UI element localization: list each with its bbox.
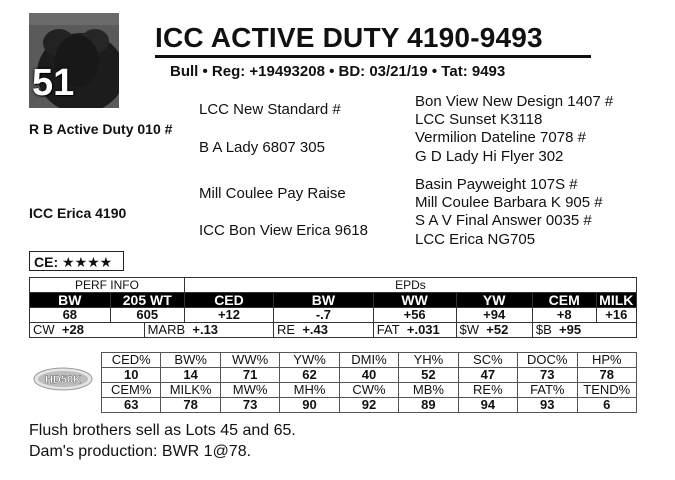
epd-extra-b-index: $B +95 [532,323,636,338]
epd-value-bw: -.7 [274,308,374,323]
hd-value-yh: 52 [399,368,458,383]
hd-header-fat: FAT% [518,383,577,398]
hd-value-mw: 73 [220,398,279,413]
calving-ease-box [29,251,124,271]
epd-header-milk: MILK [596,293,636,308]
epd-value-cem: +8 [532,308,596,323]
hd-value-cem: 63 [102,398,161,413]
perf-value-bw: 68 [30,308,111,323]
hd-value-ww: 71 [220,368,279,383]
hd-header-milk: MILK% [161,383,220,398]
epd-header-yw: YW [456,293,532,308]
hd50k-row1-values [102,368,637,383]
pedigree-sire-sire: LCC New Standard # [199,101,341,118]
hd-header-mh: MH% [280,383,339,398]
hd-value-re: 94 [458,398,517,413]
pedigree-sire: R B Active Duty 010 # [29,121,173,137]
pedigree-dam-sire: Mill Coulee Pay Raise [199,185,346,202]
hd50k-logo [33,367,93,391]
hd50k-table [101,352,637,413]
hd-value-mb: 89 [399,398,458,413]
hd-header-re: RE% [458,383,517,398]
pedigree-dd-sire: S A V Final Answer 0035 # [415,212,592,229]
hd-header-cw: CW% [339,383,398,398]
epd-value-ced: +12 [184,308,273,323]
hd-value-sc: 47 [458,368,517,383]
hd-header-doc: DOC% [518,353,577,368]
pedigree-ss-dam: LCC Sunset K3118 [415,111,543,128]
hd-header-tend: TEND% [577,383,637,398]
hd-value-cw: 92 [339,398,398,413]
epd-extra-cw: CW +28 [30,323,145,338]
hd50k-row2-values [102,398,637,413]
note-flush-brothers: Flush brothers sell as Lots 45 and 65. [29,422,296,439]
epd-extra-marb: MARB +.13 [144,323,273,338]
hd50k-row2-headers [102,383,637,398]
hd-value-doc: 73 [518,368,577,383]
pedigree-dam-dam: ICC Bon View Erica 9618 [199,222,368,239]
pedigree-sd-dam: G D Lady Hi Flyer 302 [415,148,564,165]
epd-header-ced: CED [184,293,273,308]
hd-header-bw: BW% [161,353,220,368]
registration-line: Bull • Reg: +19493208 • BD: 03/21/19 • Tat: 9493 [170,63,506,80]
hd-value-mh: 90 [280,398,339,413]
perf-header-bw: BW [30,293,111,308]
perf-info-header: PERF INFO [30,278,185,293]
hd-header-cem: CEM% [102,383,161,398]
hd-header-yh: YH% [399,353,458,368]
hd50k-row1-headers [102,353,637,368]
hd-header-hp: HP% [577,353,637,368]
title-underline [155,55,591,58]
hd-header-mb: MB% [399,383,458,398]
hd-value-bw: 14 [161,368,220,383]
svg-text:HD50K: HD50K [44,374,82,386]
pedigree-dam: ICC Erica 4190 [29,205,127,221]
pedigree-sire-dam: B A Lady 6807 305 [199,139,325,156]
ce-stars: ★★★★ [62,254,113,270]
epd-value-yw: +94 [456,308,532,323]
hd-value-fat: 93 [518,398,577,413]
epd-header-bw: BW [274,293,374,308]
pedigree-ds-sire: Basin Payweight 107S # [415,176,578,193]
hd-header-dmi: DMI% [339,353,398,368]
epd-value-milk: +16 [596,308,636,323]
pedigree-ds-dam: Mill Coulee Barbara K 905 # [415,194,603,211]
hd-header-sc: SC% [458,353,517,368]
note-dam-production: Dam's production: BWR 1@78. [29,443,252,460]
epd-value-ww: +56 [373,308,456,323]
hd-header-ced: CED% [102,353,161,368]
epd-extra-fat: FAT +.031 [373,323,456,338]
hd-header-yw: YW% [280,353,339,368]
pedigree-sd-sire: Vermilion Dateline 7078 # [415,129,586,146]
hd-header-ww: WW% [220,353,279,368]
hd-value-hp: 78 [577,368,637,383]
perf-header-205wt: 205 WT [110,293,184,308]
perf-value-205wt: 605 [110,308,184,323]
epd-table [29,277,637,338]
epd-extra-w-index: $W +52 [456,323,532,338]
hd-value-dmi: 40 [339,368,398,383]
epds-header: EPDs [184,278,636,293]
pedigree-ss-sire: Bon View New Design 1407 # [415,93,614,110]
epd-header-cem: CEM [532,293,596,308]
hd-value-tend: 6 [577,398,637,413]
ce-label: CE: [34,254,59,270]
hd-header-mw: MW% [220,383,279,398]
pedigree-dd-dam: LCC Erica NG705 [415,231,536,248]
epd-header-ww: WW [373,293,456,308]
hd-value-milk: 78 [161,398,220,413]
hd-value-yw: 62 [280,368,339,383]
animal-name-title: ICC ACTIVE DUTY 4190-9493 [155,22,543,53]
lot-number: 51 [32,62,75,104]
epd-extra-re: RE +.43 [274,323,374,338]
hd-value-ced: 10 [102,368,161,383]
